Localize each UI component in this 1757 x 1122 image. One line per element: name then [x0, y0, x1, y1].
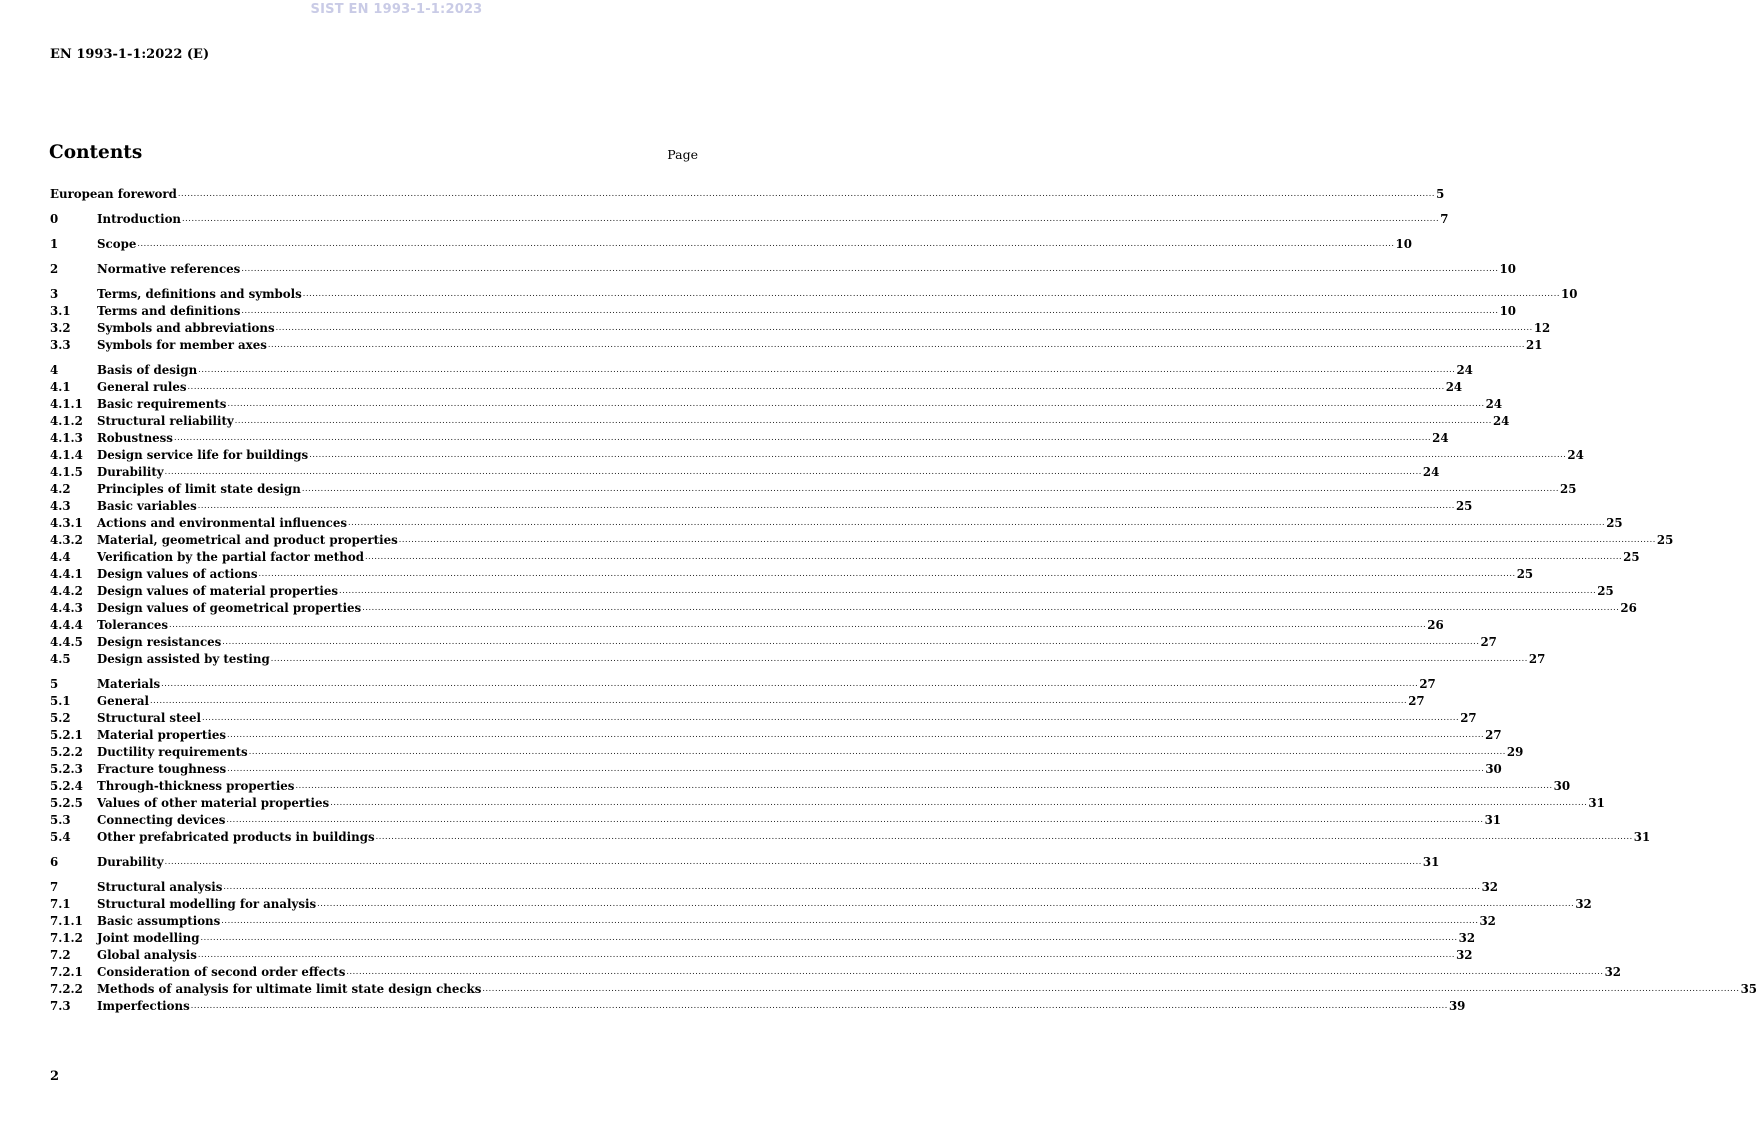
toc-entry-number: 3 [50, 287, 59, 301]
toc-entry[interactable] [50, 184, 1445, 201]
toc-entry-title: European foreword [50, 187, 177, 201]
toc-dot-leader: ................................................................................................................................................................................................................................................................................................................................................................................................................ [187, 382, 1445, 391]
toc-entry-title: Through-thickness properties [97, 779, 295, 793]
toc-entry[interactable] [50, 979, 1757, 996]
toc-entry-page: 10 [1560, 287, 1578, 301]
toc-entry[interactable] [50, 513, 1623, 530]
toc-entry-title: Global analysis [97, 948, 197, 962]
toc-entry-number: 5 [50, 677, 59, 691]
toc-entry[interactable] [50, 564, 1534, 581]
toc-entry-page: 26 [1620, 601, 1637, 615]
toc-entry[interactable] [50, 377, 1463, 394]
toc-entry-number: 5.2.5 [50, 796, 83, 810]
toc-entry-number: 4.4 [50, 550, 71, 564]
toc-dot-leader: ................................................................................................................................................................................................................................................................................................................................................................................................................ [173, 433, 1432, 442]
toc-entry-page: 31 [1422, 855, 1440, 869]
toc-entry-page: 25 [1516, 567, 1534, 581]
toc-entry-page: 26 [1427, 618, 1444, 632]
toc-dot-leader: ................................................................................................................................................................................................................................................................................................................................................................................................................ [169, 620, 1427, 629]
toc-entry[interactable] [50, 259, 1516, 276]
toc-entry-number: 7.1.1 [50, 914, 83, 928]
toc-entry-title: Principles of limit state design [97, 482, 301, 496]
toc-entry[interactable] [50, 598, 1637, 615]
toc-entry-page: 32 [1481, 880, 1498, 894]
toc-entry-number: 7.2 [50, 948, 71, 962]
toc-dot-leader: ................................................................................................................................................................................................................................................................................................................................................................................................................ [222, 637, 1480, 646]
toc-entry-page: 32 [1575, 897, 1592, 911]
toc-entry[interactable] [50, 284, 1578, 301]
toc-dot-leader: ................................................................................................................................................................................................................................................................................................................................................................................................................ [398, 535, 1656, 544]
toc-dot-leader: ................................................................................................................................................................................................................................................................................................................................................................................................................ [275, 323, 1533, 332]
toc-dot-leader: ................................................................................................................................................................................................................................................................................................................................................................................................................ [177, 189, 1436, 198]
toc-entry[interactable] [50, 581, 1614, 598]
toc-entry-page: 10 [1499, 262, 1516, 276]
toc-entry-number: 4.4.1 [50, 567, 83, 581]
toc-entry-number: 5.3 [50, 813, 71, 827]
toc-entry-title: Symbols for member axes [97, 338, 267, 352]
toc-entry-number: 5.1 [50, 694, 71, 708]
toc-dot-leader: ................................................................................................................................................................................................................................................................................................................................................................................................................ [198, 365, 1456, 374]
toc-dot-leader: ................................................................................................................................................................................................................................................................................................................................................................................................................ [258, 569, 1516, 578]
toc-entry-number: 7 [50, 880, 59, 894]
toc-dot-leader: ................................................................................................................................................................................................................................................................................................................................................................................................................ [364, 552, 1623, 561]
toc-entry-page: 27 [1408, 694, 1425, 708]
toc-entry-number: 4 [50, 363, 59, 377]
toc-dot-leader: ................................................................................................................................................................................................................................................................................................................................................................................................................ [362, 603, 1620, 612]
toc-entry-title: Values of other material properties [97, 796, 330, 810]
page-number: 2 [50, 1069, 60, 1084]
toc-dot-leader: ................................................................................................................................................................................................................................................................................................................................................................................................................ [348, 518, 1606, 527]
toc-entry-title: Other prefabricated products in buildings [97, 830, 375, 844]
toc-entry-number: 4.1.2 [50, 414, 83, 428]
toc-entry-title: Introduction [97, 212, 182, 226]
toc-entry[interactable] [50, 335, 1543, 352]
toc-section [50, 184, 1445, 201]
toc-entry-title: Basic assumptions [97, 914, 221, 928]
toc-entry-number: 5.2 [50, 711, 71, 725]
toc-entry-page: 5 [1436, 187, 1445, 201]
toc-entry-number: 4.1.4 [50, 448, 83, 462]
toc-dot-leader: ................................................................................................................................................................................................................................................................................................................................................................................................................ [227, 764, 1485, 773]
toc-entry[interactable] [50, 394, 1503, 411]
toc-entry-title: Scope [97, 237, 137, 251]
toc-entry[interactable] [50, 649, 1546, 666]
toc-entry-number: 4.3.1 [50, 516, 83, 530]
toc-entry[interactable] [50, 411, 1510, 428]
toc-entry[interactable] [50, 793, 1605, 810]
toc-entry[interactable] [50, 632, 1497, 649]
toc-dot-leader: ................................................................................................................................................................................................................................................................................................................................................................................................................ [137, 239, 1395, 248]
toc-section [50, 360, 1674, 666]
toc-entry-page: 32 [1458, 931, 1476, 945]
toc-entry-page: 24 [1456, 363, 1473, 377]
toc-entry-title: Robustness [97, 431, 173, 445]
toc-dot-leader: ................................................................................................................................................................................................................................................................................................................................................................................................................ [309, 450, 1567, 459]
toc-dot-leader: ................................................................................................................................................................................................................................................................................................................................................................................................................ [295, 781, 1553, 790]
toc-entry-page: 32 [1604, 965, 1621, 979]
toc-entry-title: Design resistances [97, 635, 222, 649]
toc-entry-number: 7.2.1 [50, 965, 83, 979]
toc-entry-title: Materials [97, 677, 161, 691]
toc-entry[interactable] [50, 234, 1412, 251]
toc-entry[interactable] [50, 827, 1651, 844]
toc-entry-number: 4.4.3 [50, 601, 83, 615]
toc-dot-leader: ................................................................................................................................................................................................................................................................................................................................................................................................................ [164, 467, 1422, 476]
toc-section [50, 877, 1757, 1013]
toc-entry[interactable] [50, 776, 1571, 793]
toc-entry-page: 24 [1492, 414, 1510, 428]
toc-entry-number: 5.2.3 [50, 762, 83, 776]
toc-entry-title: Consideration of second order effects [97, 965, 346, 979]
toc-section [50, 209, 1449, 226]
toc-entry-number: 4.4.2 [50, 584, 83, 598]
toc-dot-leader: ................................................................................................................................................................................................................................................................................................................................................................................................................ [200, 933, 1458, 942]
toc-entry-page: 27 [1480, 635, 1497, 649]
toc-entry-title: Material properties [97, 728, 226, 742]
toc-entry-page: 31 [1633, 830, 1651, 844]
toc-dot-leader: ................................................................................................................................................................................................................................................................................................................................................................................................................ [248, 747, 1506, 756]
toc-entry[interactable] [50, 877, 1498, 894]
toc-entry-title: Connecting devices [97, 813, 226, 827]
toc-entry-page: 24 [1445, 380, 1463, 394]
toc-entry-page: 35 [1740, 982, 1757, 996]
toc-dot-leader: ................................................................................................................................................................................................................................................................................................................................................................................................................ [375, 832, 1633, 841]
toc-entry-page: 10 [1395, 237, 1412, 251]
toc-entry-page: 32 [1456, 948, 1473, 962]
toc-entry-page: 27 [1460, 711, 1477, 725]
toc-dot-leader: ................................................................................................................................................................................................................................................................................................................................................................................................................ [164, 857, 1422, 866]
toc-entry-title: Verification by the partial factor method [97, 550, 364, 564]
toc-entry[interactable] [50, 445, 1584, 462]
toc-entry-title: Imperfections [97, 999, 190, 1013]
toc-entry-title: Normative references [97, 262, 241, 276]
toc-entry-number: 3.1 [50, 304, 71, 318]
toc-entry[interactable] [50, 945, 1473, 962]
toc-dot-leader: ................................................................................................................................................................................................................................................................................................................................................................................................................ [202, 713, 1460, 722]
toc-entry-title: Ductility requirements [97, 745, 248, 759]
toc-entry-page: 25 [1656, 533, 1674, 547]
toc-entry-number: 7.1 [50, 897, 71, 911]
toc-entry[interactable] [50, 996, 1466, 1013]
toc-entry[interactable] [50, 428, 1449, 445]
toc-entry[interactable] [50, 708, 1477, 725]
toc-entry[interactable] [50, 894, 1592, 911]
toc-entry[interactable] [50, 928, 1476, 945]
page-column-label: Page [667, 147, 698, 162]
toc-entry-title: Design values of actions [97, 567, 258, 581]
toc-entry[interactable] [50, 691, 1425, 708]
toc-entry-number: 4.3 [50, 499, 71, 513]
toc-entry-page: 31 [1588, 796, 1605, 810]
toc-entry[interactable] [50, 674, 1436, 691]
toc-entry-page: 24 [1432, 431, 1449, 445]
toc-entry[interactable] [50, 479, 1577, 496]
toc-entry-number: 4.1 [50, 380, 71, 394]
toc-entry-title: Design values of material properties [97, 584, 339, 598]
toc-entry[interactable] [50, 462, 1440, 479]
toc-dot-leader: ................................................................................................................................................................................................................................................................................................................................................................................................................ [346, 967, 1604, 976]
toc-entry-title: Design values of geometrical properties [97, 601, 362, 615]
toc-entry-page: 25 [1455, 499, 1473, 513]
page-title: Contents [49, 142, 143, 163]
toc-dot-leader: ................................................................................................................................................................................................................................................................................................................................................................................................................ [317, 899, 1575, 908]
toc-entry-number: 4.4.4 [50, 618, 83, 632]
toc-entry[interactable] [50, 725, 1502, 742]
toc-entry[interactable] [50, 852, 1440, 869]
toc-entry-title: Structural steel [97, 711, 202, 725]
toc-entry-page: 10 [1499, 304, 1516, 318]
toc-entry-number: 2 [50, 262, 59, 276]
toc-entry-number: 4.1.3 [50, 431, 83, 445]
toc-entry-title: Terms, definitions and symbols [97, 287, 302, 301]
toc-entry[interactable] [50, 547, 1640, 564]
toc-dot-leader: ................................................................................................................................................................................................................................................................................................................................................................................................................ [197, 950, 1456, 959]
toc-entry-page: 39 [1448, 999, 1466, 1013]
toc-entry-page: 30 [1485, 762, 1502, 776]
toc-entry[interactable] [50, 360, 1473, 377]
toc-entry-page: 25 [1606, 516, 1623, 530]
toc-entry-number: 4.3.2 [50, 533, 83, 547]
toc-entry-page: 29 [1506, 745, 1524, 759]
toc-entry-page: 31 [1484, 813, 1501, 827]
toc-entry-title: Symbols and abbreviations [97, 321, 275, 335]
toc-entry-title: Structural reliability [97, 414, 234, 428]
toc-entry-number: 5.2.2 [50, 745, 83, 759]
toc-entry-number: 5.4 [50, 830, 71, 844]
toc-entry-title: Basis of design [97, 363, 198, 377]
toc-entry-page: 24 [1422, 465, 1440, 479]
toc-entry-title: Structural analysis [97, 880, 223, 894]
toc-section [50, 674, 1651, 844]
toc-dot-leader: ................................................................................................................................................................................................................................................................................................................................................................................................................ [221, 916, 1479, 925]
watermark: SIST EN 1993-1-1:2023 [310, 2, 483, 17]
toc-dot-leader: ................................................................................................................................................................................................................................................................................................................................................................................................................ [182, 214, 1440, 223]
toc-entry-title: Terms and definitions [97, 304, 241, 318]
toc-dot-leader: ................................................................................................................................................................................................................................................................................................................................................................................................................ [197, 501, 1455, 510]
toc-entry-title: Joint modelling [97, 931, 200, 945]
toc-entry[interactable] [50, 911, 1496, 928]
toc-entry-number: 4.2 [50, 482, 71, 496]
toc-entry-title: Methods of analysis for ultimate limit state design checks [97, 982, 482, 996]
toc-entry-page: 7 [1440, 212, 1449, 226]
toc-entry-page: 12 [1533, 321, 1551, 335]
toc-dot-leader: ................................................................................................................................................................................................................................................................................................................................................................................................................ [241, 264, 1499, 273]
toc-entry[interactable] [50, 810, 1501, 827]
toc-entry-page: 27 [1528, 652, 1546, 666]
toc-entry-title: General rules [97, 380, 187, 394]
toc-entry[interactable] [50, 530, 1674, 547]
toc-entry-page: 27 [1419, 677, 1436, 691]
toc-entry-page: 25 [1597, 584, 1614, 598]
toc-entry-title: Design assisted by testing [97, 652, 270, 666]
toc-entry-title: Actions and environmental influences [97, 516, 347, 530]
toc-entry-title: Durability [97, 855, 164, 869]
toc-entry[interactable] [50, 962, 1621, 979]
toc-entry-title: Structural modelling for analysis [97, 897, 317, 911]
toc-entry-title: Fracture toughness [97, 762, 227, 776]
toc-entry-title: Tolerances [97, 618, 169, 632]
toc-entry-number: 3.3 [50, 338, 71, 352]
toc-section [50, 284, 1578, 352]
toc-dot-leader: ................................................................................................................................................................................................................................................................................................................................................................................................................ [226, 730, 1485, 739]
toc-dot-leader: ................................................................................................................................................................................................................................................................................................................................................................................................................ [227, 399, 1485, 408]
toc-entry-page: 27 [1485, 728, 1502, 742]
toc-entry-page: 32 [1479, 914, 1496, 928]
toc-entry-page: 30 [1553, 779, 1571, 793]
toc-dot-leader: ................................................................................................................................................................................................................................................................................................................................................................................................................ [226, 815, 1484, 824]
toc-entry-title: Design service life for buildings [97, 448, 309, 462]
toc-dot-leader: ................................................................................................................................................................................................................................................................................................................................................................................................................ [302, 289, 1560, 298]
toc-entry-number: 0 [50, 212, 59, 226]
toc-entry-number: 1 [50, 237, 59, 251]
toc-entry-number: 4.1.5 [50, 465, 83, 479]
toc-dot-leader: ................................................................................................................................................................................................................................................................................................................................................................................................................ [161, 679, 1419, 688]
toc-dot-leader: ................................................................................................................................................................................................................................................................................................................................................................................................................ [330, 798, 1588, 807]
toc-dot-leader: ................................................................................................................................................................................................................................................................................................................................................................................................................ [339, 586, 1597, 595]
toc-entry-number: 4.1.1 [50, 397, 83, 411]
toc-entry-title: Basic requirements [97, 397, 227, 411]
toc-dot-leader: ................................................................................................................................................................................................................................................................................................................................................................................................................ [482, 984, 1740, 993]
toc-entry-page: 24 [1567, 448, 1584, 462]
toc-dot-leader: ................................................................................................................................................................................................................................................................................................................................................................................................................ [190, 1001, 1448, 1010]
toc-dot-leader: ................................................................................................................................................................................................................................................................................................................................................................................................................ [223, 882, 1481, 891]
toc-entry-number: 3.2 [50, 321, 71, 335]
toc-entry[interactable] [50, 209, 1449, 226]
toc-dot-leader: ................................................................................................................................................................................................................................................................................................................................................................................................................ [301, 484, 1560, 493]
toc-entry[interactable] [50, 742, 1524, 759]
toc-dot-leader: ................................................................................................................................................................................................................................................................................................................................................................................................................ [270, 654, 1528, 663]
toc-section [50, 234, 1412, 251]
toc-entry-number: 7.2.2 [50, 982, 83, 996]
toc-entry[interactable] [50, 318, 1551, 335]
toc-entry-title: Basic variables [97, 499, 197, 513]
toc-entry-title: Material, geometrical and product properties [97, 533, 398, 547]
table-of-contents [50, 184, 1757, 1021]
toc-entry[interactable] [50, 301, 1516, 318]
toc-entry-page: 24 [1485, 397, 1503, 411]
toc-dot-leader: ................................................................................................................................................................................................................................................................................................................................................................................................................ [267, 340, 1526, 349]
toc-entry-page: 21 [1526, 338, 1543, 352]
toc-entry-number: 7.3 [50, 999, 71, 1013]
toc-entry-number: 5.2.4 [50, 779, 83, 793]
toc-entry-page: 25 [1560, 482, 1577, 496]
toc-dot-leader: ................................................................................................................................................................................................................................................................................................................................................................................................................ [150, 696, 1408, 705]
toc-dot-leader: ................................................................................................................................................................................................................................................................................................................................................................................................................ [234, 416, 1492, 425]
document-id: EN 1993-1-1:2022 (E) [50, 47, 210, 62]
toc-entry[interactable] [50, 759, 1502, 776]
toc-entry-title: General [97, 694, 150, 708]
toc-entry[interactable] [50, 615, 1444, 632]
toc-entry[interactable] [50, 496, 1473, 513]
toc-section [50, 259, 1516, 276]
toc-entry-number: 4.5 [50, 652, 71, 666]
toc-entry-title: Durability [97, 465, 164, 479]
toc-entry-number: 4.4.5 [50, 635, 83, 649]
toc-dot-leader: ................................................................................................................................................................................................................................................................................................................................................................................................................ [241, 306, 1499, 315]
toc-entry-page: 25 [1623, 550, 1640, 564]
toc-section [50, 852, 1440, 869]
toc-entry-number: 7.1.2 [50, 931, 83, 945]
toc-entry-number: 6 [50, 855, 59, 869]
toc-entry-number: 5.2.1 [50, 728, 83, 742]
